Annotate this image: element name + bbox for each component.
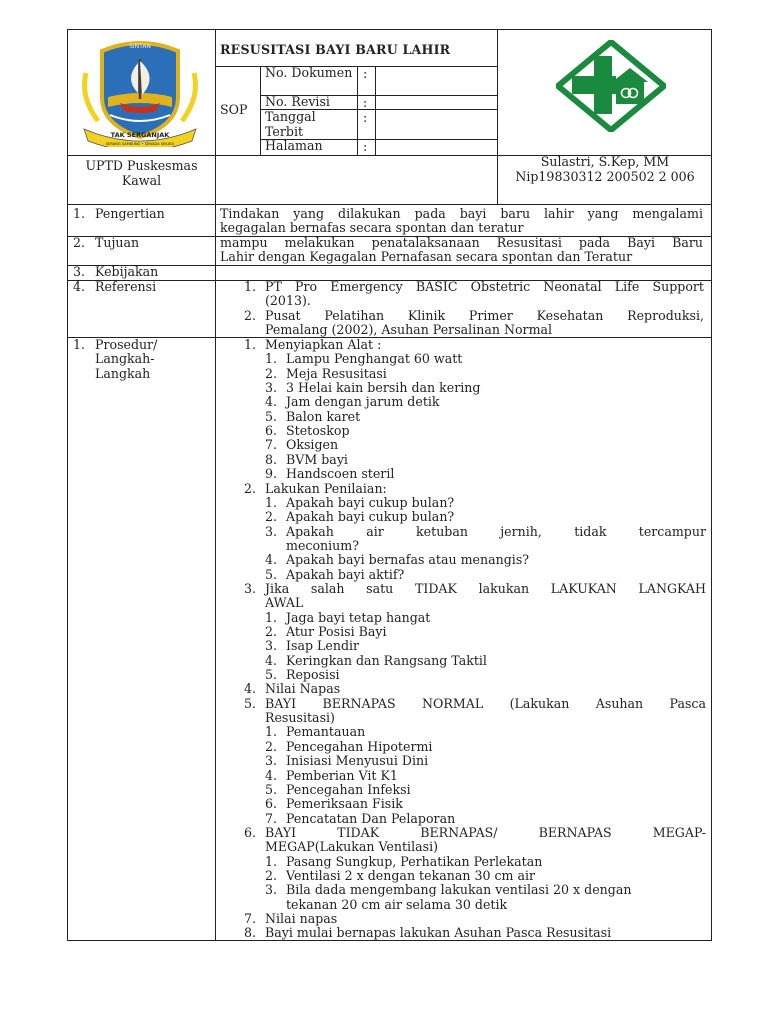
section-tujuan-label: 2. Tujuan bbox=[73, 235, 140, 250]
procedure-step-number: 1. bbox=[265, 853, 278, 869]
procedure-step-text: Pencatatan Dan Pelaporan bbox=[286, 810, 456, 826]
procedure-step-text: Lakukan Penilaian: bbox=[265, 480, 387, 496]
sop-document bbox=[67, 29, 712, 941]
signatory-name: Sulastri, S.Kep, MM bbox=[540, 154, 670, 169]
procedure-step-text: Inisiasi Menyusui Dini bbox=[286, 753, 429, 769]
procedure-step-text: Menyiapkan Alat : bbox=[265, 337, 382, 352]
procedure-step-number: 2. bbox=[265, 624, 278, 639]
procedure-step-number: 3. bbox=[244, 580, 257, 596]
procedure-step-text: Stetoskop bbox=[286, 423, 350, 439]
procedure-step-number: 4. bbox=[265, 394, 278, 410]
procedure-step-text: Oksigen bbox=[286, 437, 339, 453]
procedure-step-text: BAYI BERNAPAS NORMAL (Lakukan Asuhan Pasca bbox=[265, 695, 706, 711]
procedure-step-number: 6. bbox=[265, 423, 278, 439]
procedure-step-number: 1. bbox=[265, 351, 278, 367]
procedure-step-number: 2. bbox=[265, 365, 278, 381]
procedure-step-number: 6. bbox=[244, 824, 257, 840]
section-tujuan-text: mampu melakukan penatalaksanaan Resusitasi pada Bayi Baru Lahir dengan Kegagalan Pernafasan secara spontan dan Teratur bbox=[220, 235, 703, 265]
referensi-item: 2. Pusat Pelatihan Klinik Primer Kesehatan Reproduksi, Pemalang (2002), Asuhan Persalinan Normal bbox=[244, 307, 704, 337]
procedure-step-text: Jam dengan jarum detik bbox=[286, 394, 440, 410]
procedure-step-text: Bayi mulai bernapas lakukan Asuhan Pasca Resusitasi bbox=[265, 925, 612, 941]
procedure-step-text: Meja Resusitasi bbox=[286, 365, 387, 381]
procedure-step-text: Lampu Penghangat 60 watt bbox=[286, 351, 463, 367]
procedure-step-number: 4. bbox=[265, 652, 278, 668]
procedure-step-text: Apakah air ketuban jernih, tidak tercampur bbox=[286, 523, 706, 539]
procedure-step-text: tekanan 20 cm air selama 30 detik bbox=[286, 896, 508, 912]
procedure-step-number: 3. bbox=[265, 753, 278, 769]
procedure-step-text: AWAL bbox=[265, 595, 304, 611]
procedure-step-text: Apakah bayi cukup bulan? bbox=[286, 509, 455, 525]
procedure-step-number: 2. bbox=[265, 738, 278, 754]
procedure-step-text: Isap Lendir bbox=[286, 638, 360, 654]
authority-row bbox=[68, 155, 711, 205]
procedure-step-text: Reposisi bbox=[286, 667, 340, 683]
section-pengertian-label: 1. Pengertian bbox=[73, 206, 165, 221]
health-cross-house-icon bbox=[556, 40, 666, 132]
procedure-step-number: 2. bbox=[244, 480, 257, 496]
procedure-step-text: Nilai napas bbox=[265, 911, 338, 926]
procedure-step-text: Atur Posisi Bayi bbox=[286, 624, 387, 639]
procedure-step-text: Pencegahan Hipotermi bbox=[286, 738, 433, 754]
procedure-step-number: 7. bbox=[265, 437, 278, 453]
procedure-step-text: Apakah bayi cukup bulan? bbox=[286, 494, 455, 510]
procedure-step-text: Pasang Sungkup, Perhatikan Perlekatan bbox=[286, 853, 543, 869]
document-header bbox=[68, 30, 711, 156]
procedure-step-text: Jika salah satu TIDAK lakukan LAKUKAN LANGKAH bbox=[265, 580, 706, 596]
sop-label: SOP bbox=[220, 102, 248, 117]
document-title: RESUSITASI BAYI BARU LAHIR bbox=[220, 42, 451, 57]
procedure-step-text: Resusitasi) bbox=[265, 710, 335, 726]
meta-colon: : bbox=[363, 139, 368, 154]
signatory-nip: Nip19830312 200502 2 006 bbox=[515, 168, 695, 184]
procedure-step-number: 1. bbox=[265, 494, 278, 510]
procedure-step-text: MEGAP(Lakukan Ventilasi) bbox=[265, 839, 439, 855]
procedure-step-text: meconium? bbox=[286, 537, 359, 553]
meta-halaman-label: Halaman bbox=[265, 138, 323, 153]
section-pengertian-text: Tindakan yang dilakukan pada bayi baru lahir yang mengalami kegagalan bernafas secara spontan dan teratur bbox=[220, 206, 703, 236]
procedure-step-number: 1. bbox=[244, 337, 257, 352]
procedure-step-text: Apakah bayi bernafas atau menangis? bbox=[286, 552, 530, 568]
procedure-step-text: Pemberian Vit K1 bbox=[286, 767, 398, 783]
procedure-step-number: 5. bbox=[265, 667, 278, 683]
meta-colon: : bbox=[363, 66, 368, 81]
emblem-bottom-text: SERANG SAMBUNG • SENADA SEKATA bbox=[105, 142, 175, 146]
procedure-step-text: Apakah bayi aktif? bbox=[286, 566, 405, 582]
section-referensi-label: 4. Referensi bbox=[73, 279, 157, 294]
meta-colon: : bbox=[363, 110, 368, 125]
procedure-step-text: Jaga bayi tetap hangat bbox=[286, 609, 431, 625]
meta-tanggal-terbit-label: Tanggal Terbit bbox=[265, 109, 316, 139]
procedure-step-number: 5. bbox=[265, 566, 278, 582]
procedure-step-number: 4. bbox=[265, 552, 278, 568]
procedure-step-number: 5. bbox=[244, 695, 257, 711]
meta-colon: : bbox=[363, 95, 368, 110]
procedure-step-number: 3. bbox=[265, 523, 278, 539]
section-kebijakan-label: 3. Kebijakan bbox=[73, 264, 159, 279]
procedure-step-number: 5. bbox=[265, 781, 278, 797]
procedure-step-number: 8. bbox=[265, 451, 278, 467]
org-name: UPTD Puskesmas Kawal bbox=[85, 158, 198, 188]
procedure-step-number: 3. bbox=[265, 380, 278, 396]
procedure-step-text: Pemeriksaan Fisik bbox=[286, 796, 403, 812]
meta-no-revisi-label: No. Revisi bbox=[265, 94, 330, 109]
procedure-step-text: Handscoen steril bbox=[286, 466, 395, 482]
signatory-block bbox=[500, 155, 710, 184]
procedure-step-number: 3. bbox=[265, 638, 278, 654]
regency-logo-cell bbox=[68, 30, 216, 155]
section-prosedur-label: 1. Prosedur/ Langkah- Langkah bbox=[73, 337, 158, 381]
procedure-step-number: 8. bbox=[244, 925, 257, 941]
procedure-step-number: 4. bbox=[244, 681, 257, 697]
procedure-step-text: Pemantauan bbox=[286, 724, 366, 740]
referensi-item: 1. PT Pro Emergency BASIC Obstetric Neonatal Life Support (2013). bbox=[244, 279, 704, 309]
procedure-step-text: Pencegahan Infeksi bbox=[286, 781, 411, 797]
procedure-step-text: BVM bayi bbox=[286, 451, 348, 467]
procedure-step-number: 4. bbox=[265, 767, 278, 783]
emblem-top-text: SINTAN bbox=[129, 43, 151, 50]
procedure-step-number: 2. bbox=[265, 509, 278, 525]
procedure-step-number: 5. bbox=[265, 408, 278, 424]
procedure-step-number: 2. bbox=[265, 867, 278, 883]
procedure-step-number: 1. bbox=[265, 609, 278, 625]
procedure-step-text: Keringkan dan Rangsang Taktil bbox=[286, 652, 487, 668]
procedure-step-text: Ventilasi 2 x dengan tekanan 30 cm air bbox=[286, 867, 536, 883]
procedure-step-number: 6. bbox=[265, 796, 278, 812]
procedure-step-text: 3 Helai kain bersih dan kering bbox=[286, 380, 481, 396]
procedure-step-number: 1. bbox=[265, 724, 278, 740]
procedure-step-text: Bila dada mengembang lakukan ventilasi 20 x dengan bbox=[286, 882, 632, 898]
referensi-list bbox=[244, 280, 704, 337]
procedure-step-number: 7. bbox=[244, 911, 257, 926]
emblem-motto-text: TAK SERGANJAK bbox=[110, 131, 170, 139]
procedure-step-number: 7. bbox=[265, 810, 278, 826]
procedure-step-text: BAYI TIDAK BERNAPAS/ BERNAPAS MEGAP- bbox=[265, 824, 706, 840]
procedure-step-number: 3. bbox=[265, 882, 278, 898]
procedure-step-text: Balon karet bbox=[286, 408, 361, 424]
meta-no-dokumen-label: No. Dokumen bbox=[265, 65, 353, 80]
procedure-step-number: 9. bbox=[265, 466, 278, 482]
regency-emblem-icon bbox=[80, 37, 200, 147]
procedure-step-text: Nilai Napas bbox=[265, 681, 341, 697]
puskesmas-logo-cell bbox=[497, 30, 712, 155]
